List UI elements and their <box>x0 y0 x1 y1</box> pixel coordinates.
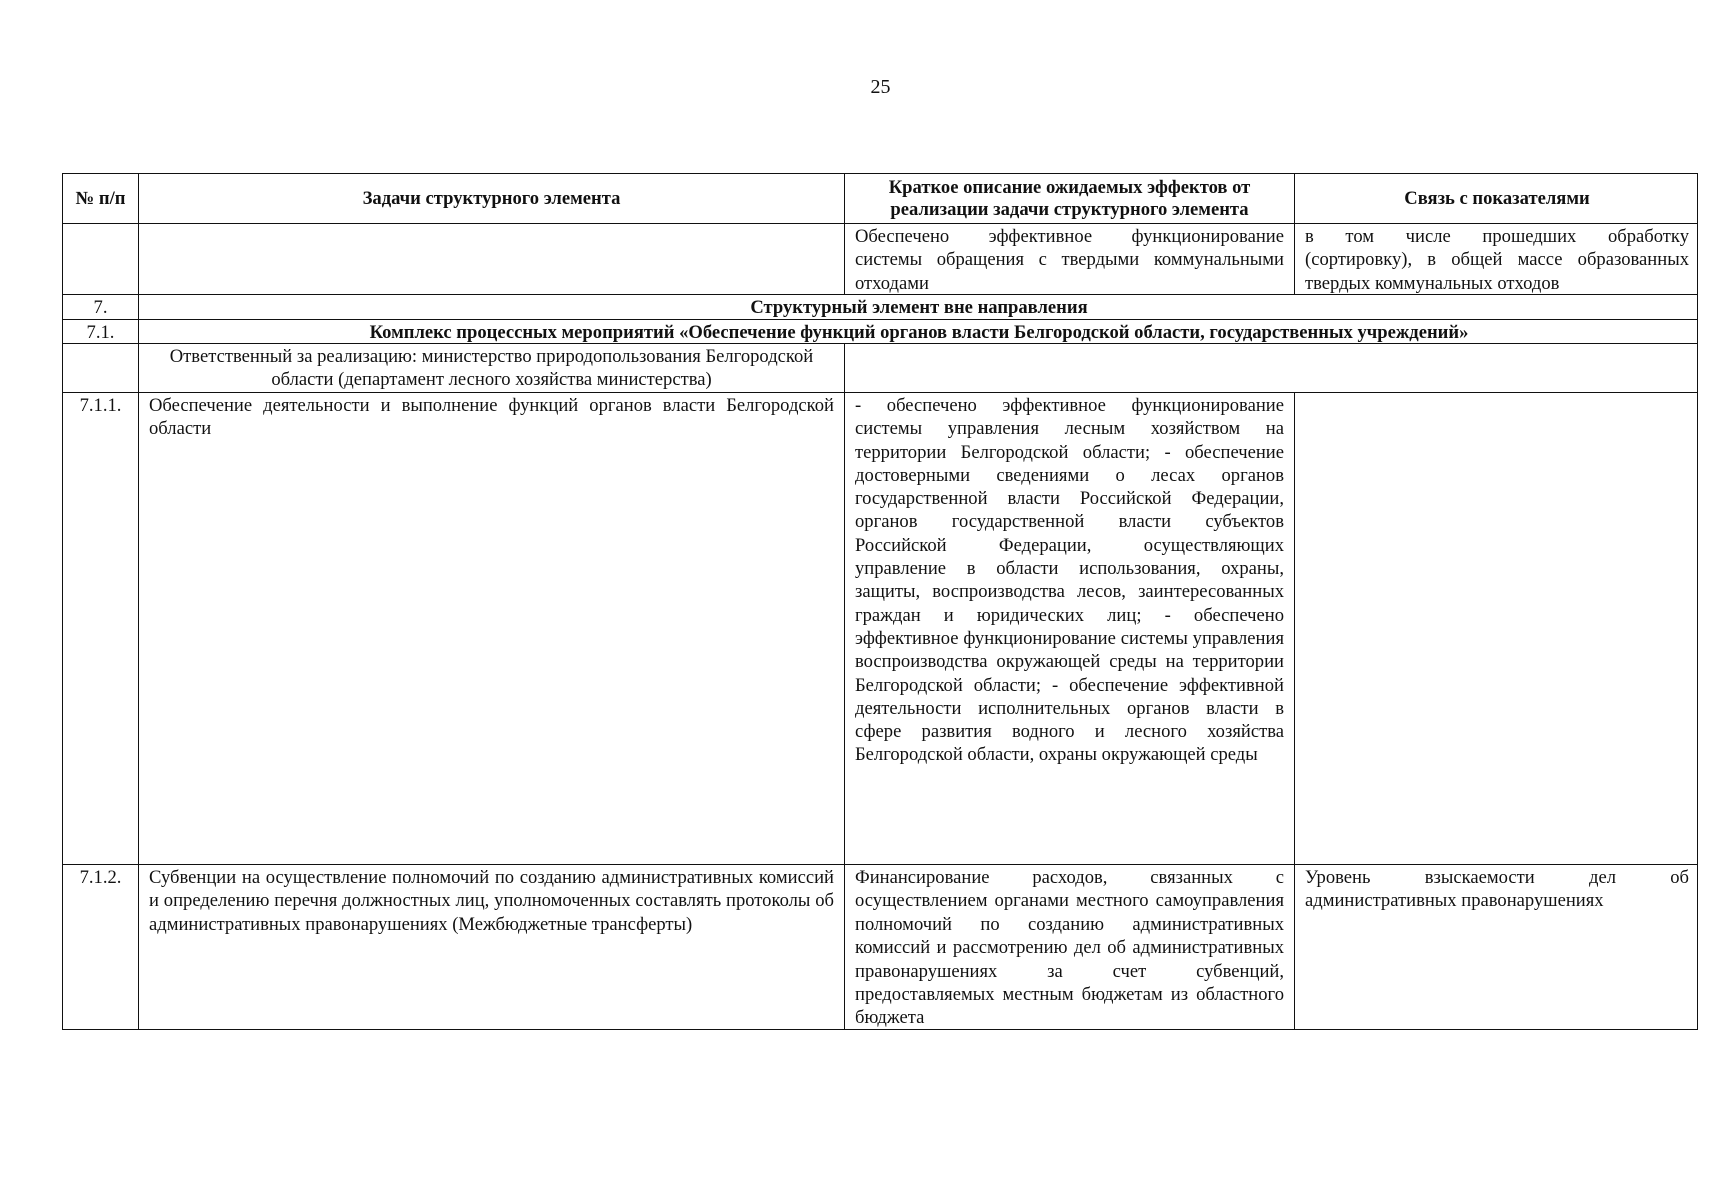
row-indicators: Уровень взыскаемости дел об административных правонарушениях <box>1294 865 1699 1029</box>
row-indicators <box>1294 393 1699 864</box>
page-number: 25 <box>870 76 891 98</box>
row-number <box>63 224 138 294</box>
header-tasks: Задачи структурного элемента <box>138 174 844 223</box>
header-effects: Краткое описание ожидаемых эффектов от реализации задачи структурного элемента <box>844 174 1294 223</box>
table-header-row <box>63 174 1697 223</box>
section-row <box>63 319 1697 343</box>
section-row <box>63 294 1697 319</box>
table-row <box>63 223 1697 294</box>
section-title: Структурный элемент вне направления <box>138 295 1699 319</box>
row-number: 7.1.1. <box>79 395 122 416</box>
row-effects: Обеспечено эффективное функционирование системы обращения с твердыми коммунальными отходами <box>844 224 1294 294</box>
row-number: 7.1. <box>86 322 115 343</box>
responsible-text: Ответственный за реализацию: министерство природопользования Белгородской области (департамент лесного хозяйства министерства) <box>138 344 844 392</box>
row-number: 7.1.2. <box>79 867 122 888</box>
row-number <box>63 344 138 392</box>
structural-elements-table <box>62 173 1698 1030</box>
subsection-title: Комплекс процессных мероприятий «Обеспечение функций органов власти Белгородской области, государственных учреждений» <box>138 320 1699 343</box>
row-number: 7. <box>93 297 108 318</box>
row-task <box>138 224 844 294</box>
row-effects: - обеспечено эффективное функционирование системы управления лесным хозяйством на территории Белгородской области; - обеспечение достоверными сведениями о лесах органов государственной власти Российской Федерации, органов государственной власти субъектов Российской Федерации, осуществляющих управление в области использования, охраны, защиты, воспроизводства лесов, заинтересованных граждан и юридических лиц; - обеспечено эффективное функционирование системы управления воспроизводства окружающей среды на территории Белгородской области; - обеспечение эффективной деятельности исполнительных органов власти в сфере развития водного и лесного хозяйства Белгородской области, охраны окружающей среды <box>844 393 1294 864</box>
table-row <box>63 864 1697 1029</box>
responsible-empty <box>844 344 1699 392</box>
header-number: № п/п <box>75 188 126 209</box>
row-task: Обеспечение деятельности и выполнение функций органов власти Белгородской области <box>138 393 844 864</box>
table-row <box>63 392 1697 864</box>
header-indicators: Связь с показателями <box>1294 174 1699 223</box>
row-task: Субвенции на осуществление полномочий по созданию административных комиссий и определению перечня должностных лиц, уполномоченных составлять протоколы об административных правонарушениях (Межбюджетные трансферты) <box>138 865 844 1029</box>
row-indicators: в том числе прошедших обработку (сортировку), в общей массе образованных твердых коммунальных отходов <box>1294 224 1699 294</box>
responsible-row <box>63 343 1697 392</box>
row-effects: Финансирование расходов, связанных с осуществлением органами местного самоуправления полномочий по созданию административных комиссий и рассмотрению дел об административных правонарушениях за счет субвенций, предоставляемых местным бюджетам из областного бюджета <box>844 865 1294 1029</box>
